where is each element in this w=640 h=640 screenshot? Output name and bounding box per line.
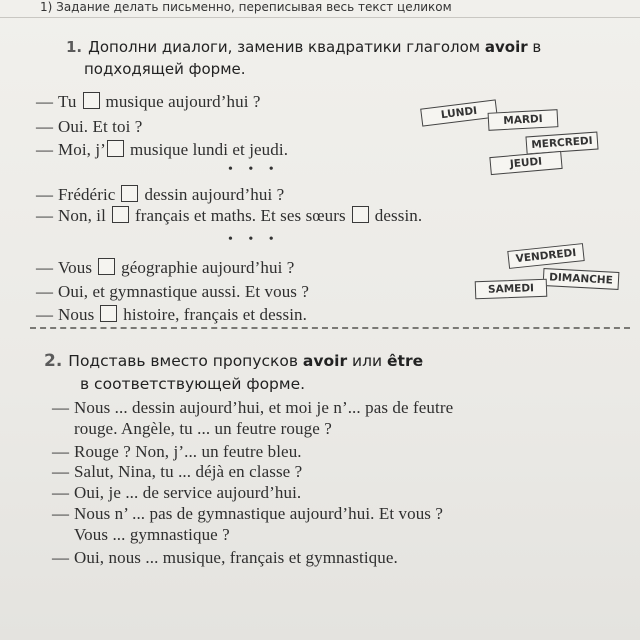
exercise2-title-prefix: Подставь вместо пропусков xyxy=(68,352,303,370)
dialogue3-line1 xyxy=(36,258,294,278)
exercise2-line xyxy=(52,525,230,545)
day-tag-lundi: LUNDI xyxy=(420,99,498,126)
exercise2-line xyxy=(52,398,453,418)
day-tag-dimanche: DIMANCHE xyxy=(543,268,620,290)
exercise2-line xyxy=(52,483,301,503)
dialogue1-line2 xyxy=(36,117,142,137)
line-text: Oui, et gymnastique aussi. Et vous ? xyxy=(58,282,310,301)
line-text-after: musique aujourd’hui ? xyxy=(105,92,261,111)
line-text-before: Nous xyxy=(58,305,95,324)
line-text: Oui. Et toi ? xyxy=(58,117,143,136)
exercise1-verb: avoir xyxy=(484,38,528,56)
header-divider xyxy=(0,17,640,18)
line-text-after: dessin. xyxy=(374,206,423,225)
dash: — xyxy=(36,140,54,159)
answer-box[interactable] xyxy=(121,185,138,202)
day-tag-jeudi: JEUDI xyxy=(489,151,562,175)
line-text-before: Moi, j’ xyxy=(58,140,106,159)
exercise2-number: 2. xyxy=(44,351,63,371)
dialogue2-line1 xyxy=(36,185,284,205)
answer-box[interactable] xyxy=(98,258,115,275)
exercise2-line xyxy=(52,442,302,462)
line-text: Nous n’ ... pas de gymnastique aujourd’hui. Et vous ? xyxy=(74,504,444,523)
line-text-after: musique lundi et jeudi. xyxy=(129,140,289,159)
line-text-before: Non, il xyxy=(58,206,106,225)
exercise2-title-line2: в соответствующей форме. xyxy=(80,375,306,393)
exercise2-line xyxy=(52,504,443,524)
day-tag-mardi: MARDI xyxy=(488,109,559,131)
exercise2-line xyxy=(52,419,332,439)
section-divider xyxy=(30,327,630,329)
line-text: Oui, je ... de service aujourd’hui. xyxy=(74,483,302,502)
line-text-after: géographie aujourd’hui ? xyxy=(121,258,295,277)
dash: — xyxy=(36,258,54,277)
exercise2-verb-avoir: avoir xyxy=(302,352,348,370)
exercise1-title-line2: подходящей форме. xyxy=(84,60,246,78)
exercise1-number: 1. xyxy=(66,38,83,56)
dash: — xyxy=(36,305,54,324)
dialogue1-line3 xyxy=(36,140,288,160)
line-text: Salut, Nina, tu ... déjà en classe ? xyxy=(74,462,303,481)
dash: — xyxy=(36,92,54,111)
day-tag-samedi: SAMEDI xyxy=(475,279,548,300)
line-text-after: dessin aujourd’hui ? xyxy=(144,185,285,204)
day-tag-vendredi: VENDREDI xyxy=(507,243,584,269)
dash: — xyxy=(52,442,70,461)
exercise2-title-line1 xyxy=(44,352,423,371)
exercise1-title-line1 xyxy=(66,38,541,57)
day-tag-mercredi: MERCREDI xyxy=(525,132,598,155)
dialogue1-line1 xyxy=(36,92,261,112)
line-text-before: Vous xyxy=(58,258,93,277)
line-text: Nous ... dessin aujourd’hui, et moi je n’... pas de feutre xyxy=(74,398,454,417)
line-text-before: Tu xyxy=(58,92,77,111)
line-text: Vous ... gymnastique ? xyxy=(74,525,230,544)
dash: — xyxy=(52,462,70,481)
dash: — xyxy=(52,504,70,523)
answer-box[interactable] xyxy=(112,206,129,223)
answer-box[interactable] xyxy=(107,140,124,157)
exercise1-title-prefix: Дополни диалоги, заменив квадратики глаголом xyxy=(88,38,485,56)
dialogue3-line2 xyxy=(36,282,309,302)
dialogue-separator: • • • xyxy=(228,162,280,177)
dash: — xyxy=(52,548,70,567)
dialogue2-line2 xyxy=(36,206,422,226)
line-text: Oui, nous ... musique, français et gymnastique. xyxy=(74,548,398,567)
dash: — xyxy=(36,185,54,204)
dash: — xyxy=(52,483,70,502)
exercise2-verb-etre: être xyxy=(387,352,424,370)
exercise2-line xyxy=(52,548,398,568)
dialogue-separator: • • • xyxy=(228,232,280,247)
line-text: rouge. Angèle, tu ... un feutre rouge ? xyxy=(74,419,332,438)
exercise2-title-middle: или xyxy=(347,352,388,370)
assignment-note: 1) Задание делать письменно, переписывая весь текст целиком xyxy=(40,0,452,14)
answer-box[interactable] xyxy=(100,305,117,322)
line-text-after: histoire, français et dessin. xyxy=(123,305,308,324)
answer-box[interactable] xyxy=(83,92,100,109)
answer-box[interactable] xyxy=(352,206,369,223)
line-text: Rouge ? Non, j’... un feutre bleu. xyxy=(74,442,302,461)
dialogue3-line3 xyxy=(36,305,307,325)
dash: — xyxy=(36,206,54,225)
dash: — xyxy=(36,117,54,136)
exercise1-title-suffix: в xyxy=(527,38,542,56)
dash: — xyxy=(36,282,54,301)
line-text-before: Frédéric xyxy=(58,185,116,204)
line-text-middle: français et maths. Et ses sœurs xyxy=(134,206,346,225)
dash: — xyxy=(52,398,70,417)
exercise2-line xyxy=(52,462,302,482)
